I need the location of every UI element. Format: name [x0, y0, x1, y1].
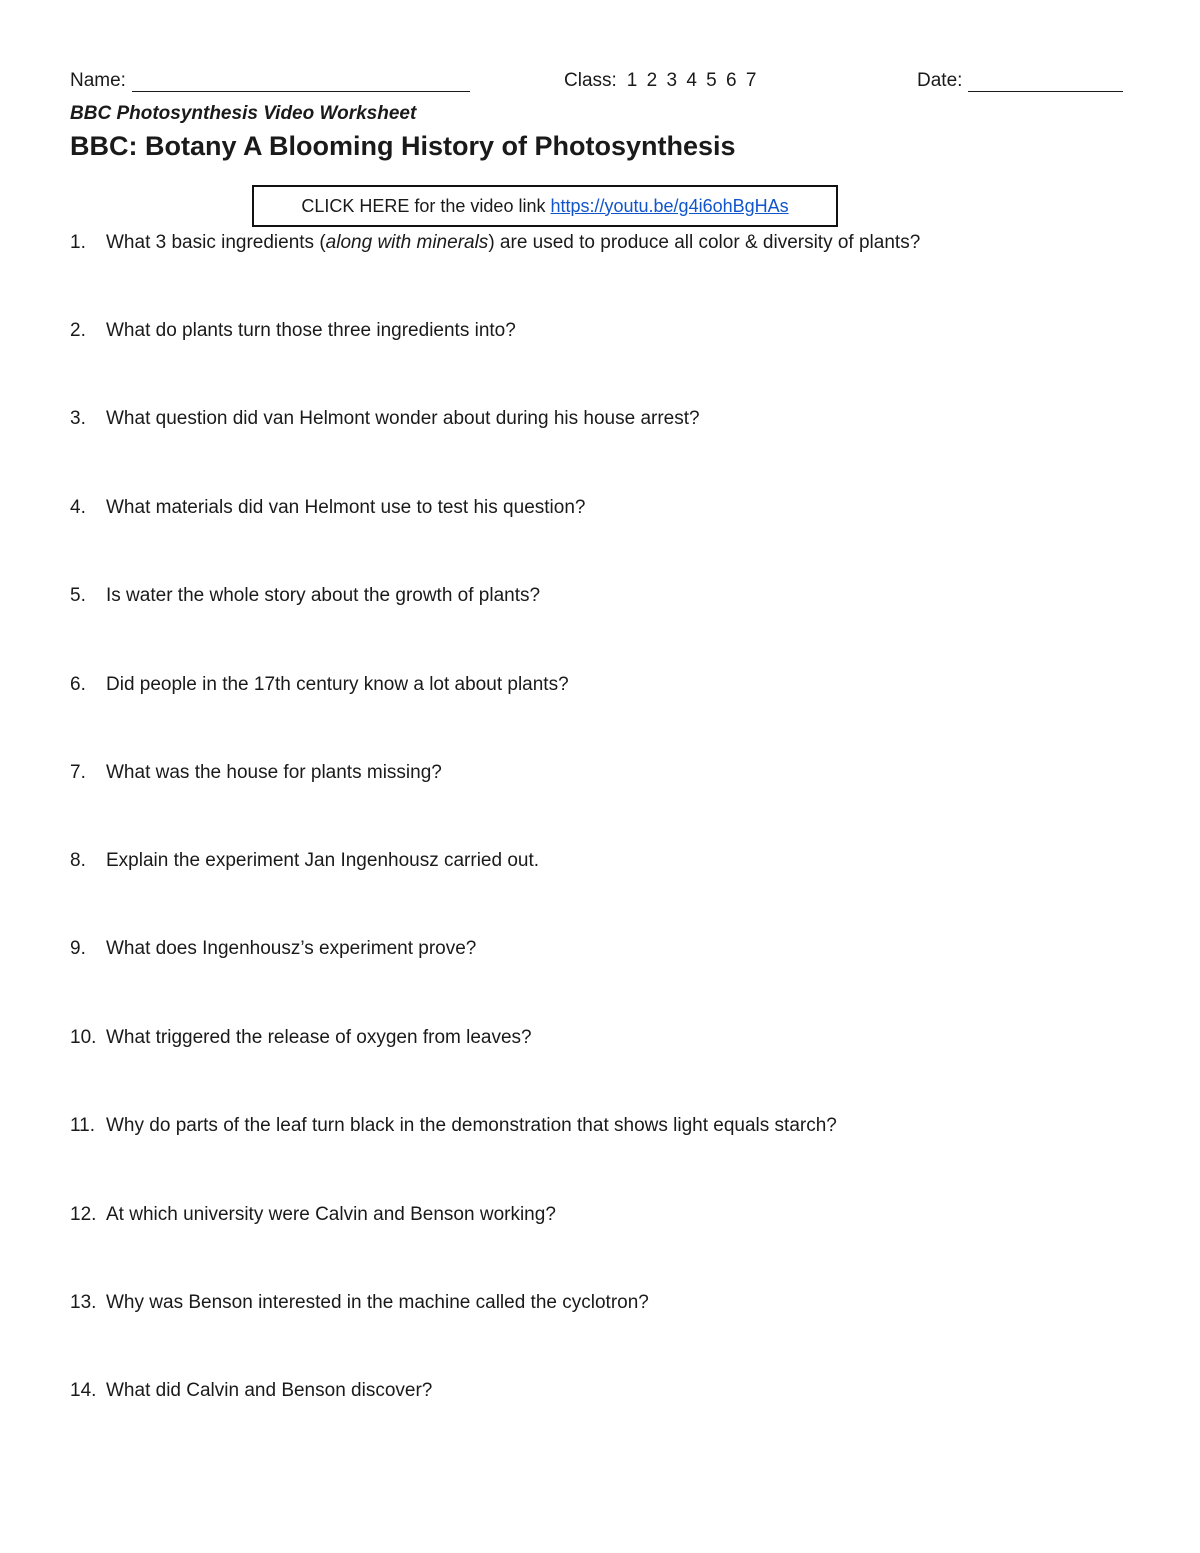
question-text: Did people in the 17th century know a lot about plants?	[106, 674, 569, 695]
class-field	[564, 70, 756, 92]
question-text: Why do parts of the leaf turn black in the demonstration that shows light equals starch?	[106, 1115, 837, 1136]
question-number: 11.	[70, 1115, 96, 1136]
question-number: 13.	[70, 1292, 97, 1313]
question-text-part: What 3 basic ingredients (	[106, 232, 326, 253]
question-text: What was the house for plants missing?	[106, 762, 442, 783]
question-text: Explain the experiment Jan Ingenhousz carried out.	[106, 850, 540, 871]
date-label: Date:	[917, 70, 963, 91]
question-item	[70, 1115, 837, 1137]
question-text: What do plants turn those three ingredients into?	[106, 320, 516, 341]
question-number: 6.	[70, 674, 86, 695]
question-text: Why was Benson interested in the machine called the cyclotron?	[106, 1292, 649, 1313]
question-item	[70, 850, 539, 872]
question-text: What triggered the release of oxygen from leaves?	[106, 1027, 532, 1048]
question-text	[106, 232, 920, 254]
class-label: Class:	[564, 70, 617, 91]
question-number: 12.	[70, 1204, 97, 1225]
question-item	[70, 585, 540, 607]
question-item	[70, 1204, 556, 1226]
question-text: What materials did van Helmont use to test his question?	[106, 497, 586, 518]
question-number: 2.	[70, 320, 86, 341]
question-number: 5.	[70, 585, 86, 606]
question-number: 4.	[70, 497, 86, 518]
question-number: 8.	[70, 850, 86, 871]
page-title: BBC: Botany A Blooming History of Photosynthesis	[70, 131, 736, 161]
question-item	[70, 1380, 432, 1402]
question-number: 14.	[70, 1380, 97, 1401]
question-text: What did Calvin and Benson discover?	[106, 1380, 433, 1401]
question-item	[70, 938, 476, 960]
date-field[interactable]	[917, 70, 1123, 92]
question-text: At which university were Calvin and Benson working?	[106, 1204, 556, 1225]
question-number: 7.	[70, 762, 86, 783]
question-item	[70, 762, 442, 784]
video-link-prefix: CLICK HERE for the video link	[301, 195, 546, 216]
question-number: 1.	[70, 232, 86, 253]
question-emphasis: along with minerals	[325, 232, 489, 253]
question-text: Is water the whole story about the growth of plants?	[106, 585, 541, 606]
question-text-part: ) are used to produce all color & diversity of plants?	[488, 232, 921, 253]
question-item	[70, 320, 516, 342]
worksheet-subtitle: BBC Photosynthesis Video Worksheet	[70, 103, 417, 124]
question-item	[70, 408, 700, 430]
header-row	[70, 70, 1130, 100]
name-field[interactable]	[70, 70, 470, 92]
question-item	[70, 1292, 649, 1314]
question-number: 9.	[70, 938, 86, 959]
video-link-box	[252, 185, 838, 227]
class-period-options[interactable]: 1 2 3 4 5 6 7	[626, 70, 757, 91]
date-blank-line[interactable]	[968, 73, 1123, 92]
name-blank-line[interactable]	[132, 73, 470, 92]
name-label: Name:	[70, 70, 126, 91]
question-number: 3.	[70, 408, 86, 429]
question-text: What does Ingenhousz’s experiment prove?	[106, 938, 477, 959]
question-number: 10.	[70, 1027, 97, 1048]
video-link[interactable]: https://youtu.be/g4i6ohBgHAs	[550, 195, 789, 216]
question-text: What question did van Helmont wonder about during his house arrest?	[106, 408, 700, 429]
question-item	[70, 232, 920, 254]
question-item	[70, 674, 569, 696]
question-item	[70, 1027, 532, 1049]
question-item	[70, 497, 585, 519]
